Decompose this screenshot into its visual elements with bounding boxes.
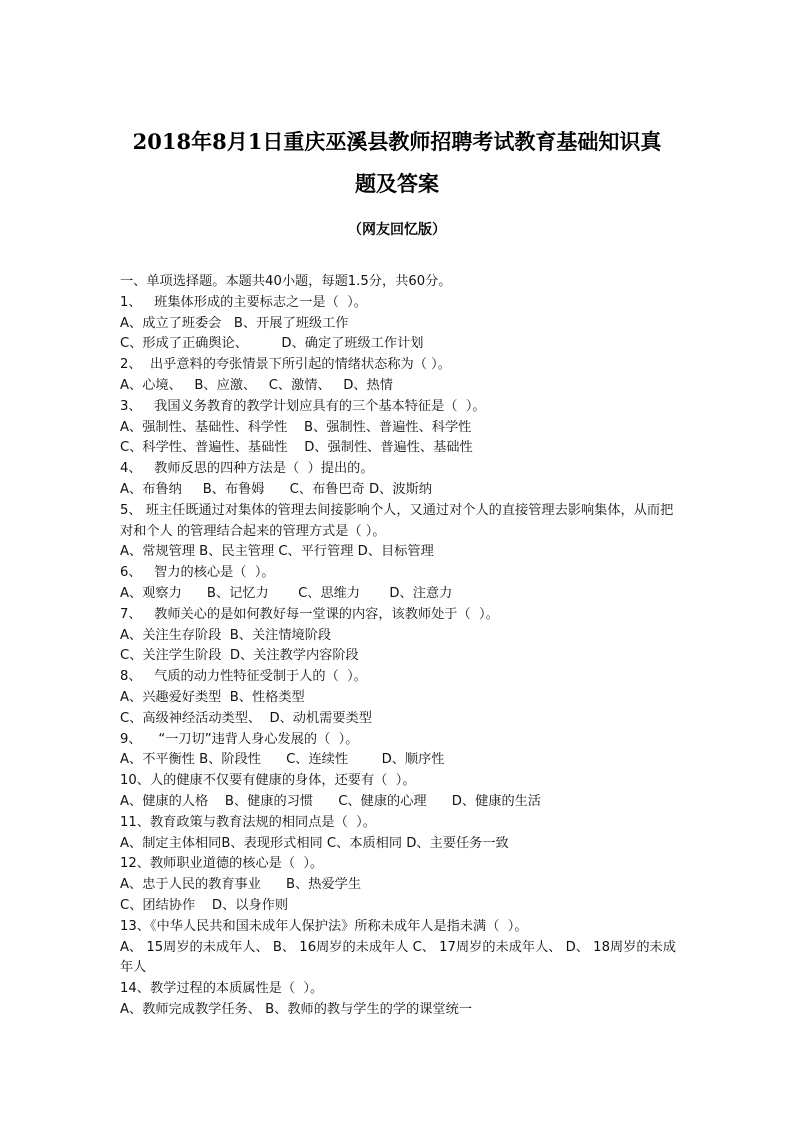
question-item: [120, 854, 676, 916]
question-options: A、忠于人民的教育事业 B、热爱学生: [120, 877, 362, 893]
question-options: C、形成了正确舆论、 D、确定了班级工作计划: [120, 336, 424, 352]
question-stem: 13、《中华人民共和国未成年人保护法》所称未成年人是指未满（ ）。: [120, 918, 528, 934]
question-stem: 1、 班集体形成的主要标志之一是（ ）。: [120, 294, 367, 310]
question-item: [120, 730, 676, 772]
question-stem: 2、 出乎意料的夸张情景下所引起的情绪状态称为（ ）。: [120, 357, 451, 373]
question-options: A、兴趣爱好类型 B、性格类型: [120, 689, 305, 705]
question-stem: 14、教学过程的本质属性是（ ）。: [120, 981, 324, 997]
question-options: A、心境、 B、应激、 C、激情、 D、热情: [120, 377, 393, 393]
question-options: A、制定主体相同B、表现形式相同 C、本质相同 D、主要任务一致: [120, 835, 509, 851]
question-item: [120, 813, 676, 855]
question-item: [120, 979, 676, 1021]
question-stem: 9、 “一刀切”违背人身心发展的（ ）。: [120, 731, 359, 747]
question-item: [120, 293, 676, 355]
question-options: C、团结协作 D、以身作则: [120, 897, 289, 913]
document-title-line-2: 题及答案: [355, 171, 439, 196]
question-options: A、成立了班委会 B、开展了班级工作: [120, 315, 349, 331]
question-stem: 12、教师职业道德的核心是（ ）。: [120, 856, 324, 872]
question-options: A、布鲁纳 B、布鲁姆 C、布鲁巴奇 D、波斯纳: [120, 481, 432, 497]
question-item: [120, 501, 676, 563]
question-options: A、关注生存阶段 B、关注情境阶段: [120, 627, 332, 643]
question-item: [120, 605, 676, 667]
question-stem: 5、 班主任既通过对集体的管理去间接影响个人，又通过对个人的直接管理去影响集体，从而把对和个人 的管理结合起来的管理方式是（ ）。: [120, 502, 674, 539]
question-stem: 4、 教师反思的四种方法是（ ）提出的。: [120, 461, 374, 477]
question-options: A、 15周岁的未成年人、 B、 16周岁的未成年人 C、 17周岁的未成年人、 D、 18周岁的未成年人: [120, 939, 676, 976]
question-options: A、健康的人格 B、健康的习惯 C、健康的心理 D、健康的生活: [120, 793, 541, 809]
question-options: A、不平衡性 B、阶段性 C、连续性 D、顺序性: [120, 752, 445, 768]
question-options: A、强制性、基础性、科学性 B、强制性、普遍性、科学性: [120, 419, 472, 435]
question-stem: 6、 智力的核心是（ ）。: [120, 565, 275, 581]
question-item: [120, 355, 676, 397]
question-options: A、观察力 B、记忆力 C、思维力 D、注意力: [120, 585, 453, 601]
question-stem: 3、 我国义务教育的教学计划应具有的三个基本特征是（ ）。: [120, 398, 486, 414]
question-options: A、常规管理 B、民主管理 C、平行管理 D、目标管理: [120, 544, 434, 560]
question-options: C、高级神经活动类型、 D、动机需要类型: [120, 710, 372, 726]
question-item: [120, 667, 676, 729]
question-options: C、科学性、普遍性、基础性 D、强制性、普遍性、基础性: [120, 440, 473, 456]
question-stem: 7、 教师关心的是如何教好每一堂课的内容，该教师处于（ ）。: [120, 606, 499, 622]
question-item: [120, 459, 676, 501]
question-item: [120, 917, 676, 979]
document-subtitle: （网友回忆版）: [348, 222, 446, 238]
document-title-line-1: 2018年8月1日重庆巫溪县教师招聘考试教育基础知识真: [132, 129, 662, 154]
question-stem: 8、 气质的动力性特征受制于人的（ ）。: [120, 669, 367, 685]
question-section: [120, 272, 676, 1021]
question-item: [120, 563, 676, 605]
question-item: [120, 397, 676, 459]
question-options: A、教师完成教学任务、 B、教师的教与学生的学的课堂统一: [120, 1001, 472, 1017]
question-stem: 11、教育政策与教育法规的相同点是（ ）。: [120, 814, 376, 830]
question-stem: 10、人的健康不仅要有健康的身体，还要有（ ）。: [120, 773, 416, 789]
question-item: [120, 771, 676, 813]
section-heading: 一、单项选择题。本题共40小题，每题1.5分，共60分。: [120, 274, 452, 289]
question-options: C、关注学生阶段 D、关注教学内容阶段: [120, 648, 359, 664]
